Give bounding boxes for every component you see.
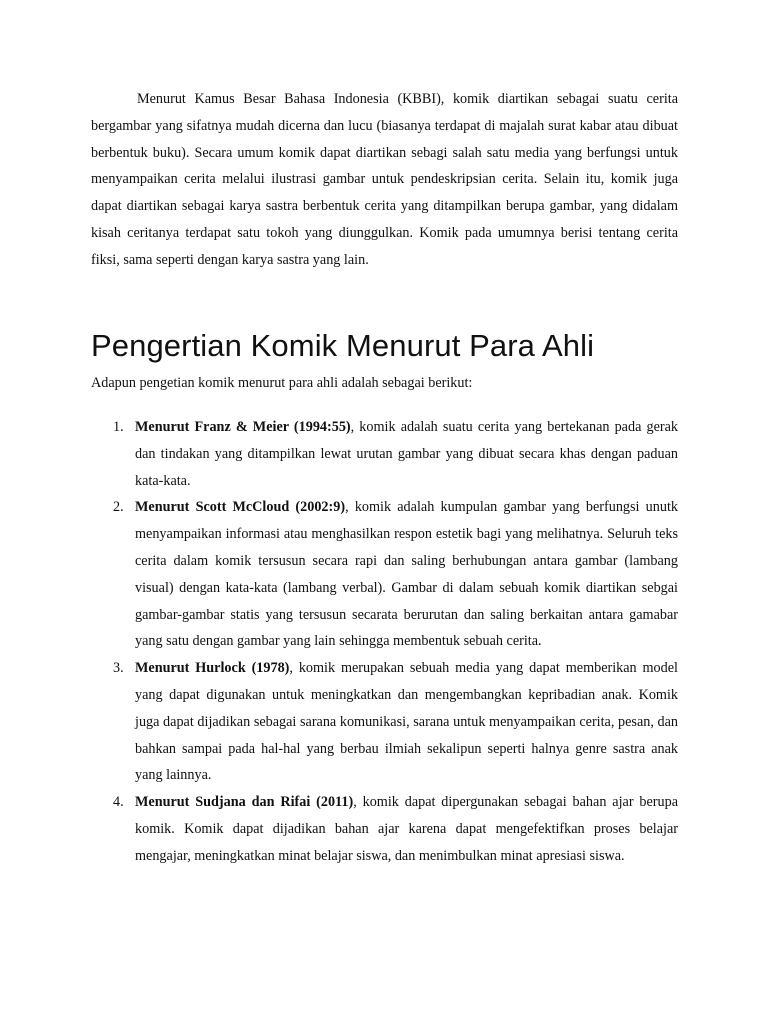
section-intro: Adapun pengetian komik menurut para ahli adalah sebagai berikut:	[91, 375, 473, 391]
list-item-text: , komik adalah suatu cerita yang bertekanan pada gerak dan tindakan yang ditampilkan lewat urutan gambar yang dibuat secara khas dengan paduan kata-kata.	[135, 419, 678, 489]
intro-paragraph: Menurut Kamus Besar Bahasa Indonesia (KBBI), komik diartikan sebagai suatu cerita bergambar yang sifatnya mudah dicerna dan lucu (biasanya terdapat di majalah surat kabar atau dibuat berbentuk buku). Secara umum komik dapat diartikan sebagi salah satu media yang berfungsi untuk menyampaikan cerita melalui ilustrasi gambar untuk pendeskripsian cerita. Selain itu, komik juga dapat diartikan sebagai karya sastra berbentuk cerita yang ditampilkan berupa gambar, yang didalam kisah ceritanya terdapat satu tokoh yang diunggulkan. Komik pada umumnya berisi tentang cerita fiksi, sama seperti dengan karya sastra yang lain.	[91, 91, 678, 268]
list-item	[91, 655, 678, 789]
list-item	[91, 494, 678, 655]
list-item-author: Menurut Sudjana dan Rifai (2011)	[135, 794, 354, 811]
list-item-author: Menurut Franz & Meier (1994:55)	[135, 419, 351, 435]
list-item-author: Menurut Scott McCloud (2002:9)	[135, 499, 346, 516]
list-item-text: , komik adalah kumpulan gambar yang berfungsi unutk menyampaikan informasi atau menghasilkan respon estetik bagi yang melihatnya. Seluruh teks cerita dalam komik tersusun secara rapi dan saling berhubungan antara gambar (lambang visual) dengan kata-kata (lambang verbal). Gambar di dalam sebuah komik diartikan sebgai gambar-gambar statis yang tersusun secarata berurutan dan saling berkaitan antara gamabar yang satu dengan gambar yang lain sehingga membentuk sebuah cerita.	[135, 499, 678, 650]
list-item-number: 3.	[113, 660, 124, 677]
list-item-number: 4.	[113, 794, 124, 811]
document-page	[91, 86, 679, 864]
section-heading: Pengertian Komik Menurut Para Ahli	[91, 328, 595, 363]
list-item-number: 2.	[113, 499, 124, 516]
list-item-author: Menurut Hurlock (1978)	[135, 660, 290, 677]
expert-definitions-list	[91, 414, 678, 870]
list-item	[91, 414, 678, 494]
list-item-text: , komik merupakan sebuah media yang dapat memberikan model yang dapat digunakan untuk meningkatkan dan mengembangkan kepribadian anak. Komik juga dapat dijadikan sebagai sarana komunikasi, sarana untuk menyampaikan cerita, pesan, dan bahkan sampai pada hal-hal yang berbau ilmiah sekalipun seperti halnya genre sastra anak yang lainnya.	[135, 660, 678, 784]
list-item-text: , komik dapat dipergunakan sebagai bahan ajar berupa komik. Komik dapat dijadikan bahan ajar karena dapat mengefektifkan proses belajar mengajar, meningkatkan minat belajar siswa, dan menimbulkan minat apresiasi siswa.	[135, 794, 679, 864]
list-item	[91, 789, 678, 869]
list-item-number: 1.	[113, 419, 124, 435]
